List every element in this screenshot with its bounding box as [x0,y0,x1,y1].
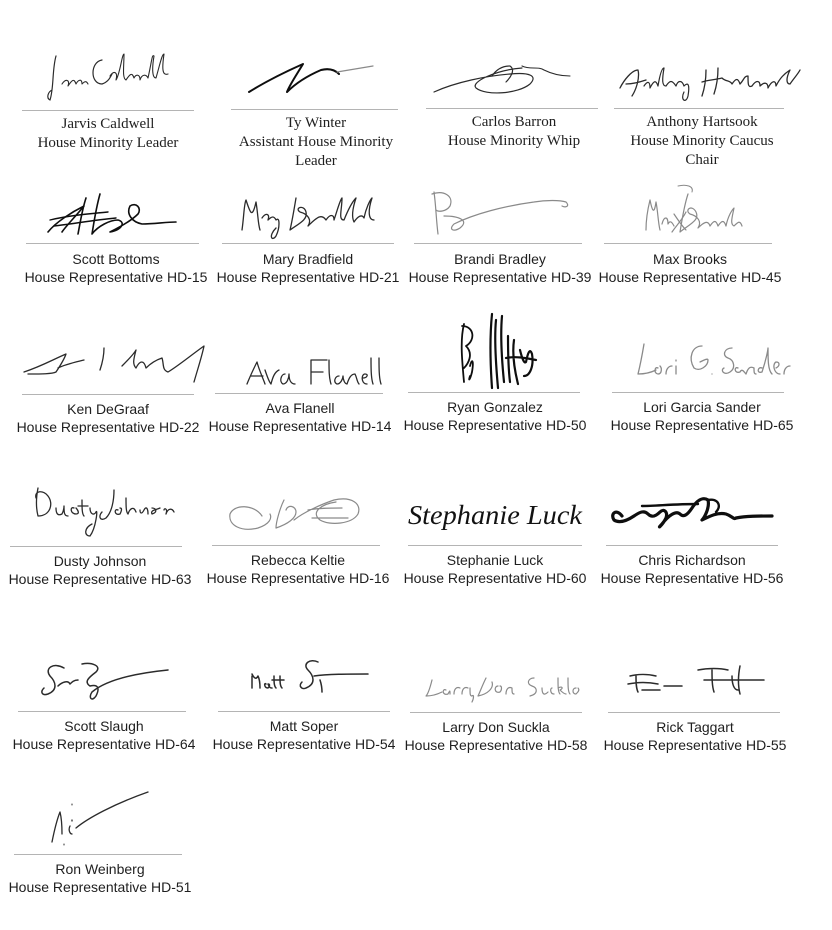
signer-name: Carlos Barron [471,114,557,130]
signature-mary-bradfield [222,180,394,244]
signer-title: House Representative HD-63 [8,571,192,587]
signer-name: Matt Soper [269,718,339,734]
signer-title: House Representative HD-16 [206,570,390,586]
signer-title: House Representative HD-14 [208,418,392,434]
signer-name: Rick Taggart [656,719,734,735]
signer-block-max-brooks [592,250,788,286]
handwritten-signature-image [408,310,580,392]
handwritten-signature-image [606,478,778,545]
signer-title: House Representative HD-55 [603,737,787,753]
signature-jarvis-caldwell [22,40,194,110]
signature-lori-garcia-sander [612,330,784,392]
handwritten-signature-image [410,646,582,712]
signer-block-ty-winter [231,114,401,171]
signature-line [14,854,182,855]
signature-scott-bottoms [26,180,199,244]
signer-block-lori-garcia-sander [602,398,802,434]
signature-larry-don-suckla [410,646,582,712]
signer-block-dusty-johnson [0,552,200,588]
signer-name: Dusty Johnson [53,553,147,569]
signature-ty-winter [231,40,398,110]
cursive-signature-text: Stephanie Luck [408,500,584,530]
signer-name: Chris Richardson [638,552,746,568]
signer-block-ryan-gonzalez [398,398,592,434]
signature-line [414,243,582,244]
signature-stephanie-luck [408,478,582,545]
signature-line [608,712,780,713]
signer-name: Ava Flanell [265,400,335,416]
handwritten-signature-image [231,40,398,110]
signature-line [22,110,194,111]
signer-title: Leader [295,153,337,169]
signature-max-brooks [604,180,772,244]
signer-title: House Minority Whip [447,133,581,149]
signer-name: Lori Garcia Sander [643,399,761,415]
signature-anthony-hartsook [614,40,800,109]
handwritten-signature-image [426,40,598,109]
signer-block-stephanie-luck [398,551,592,587]
handwritten-signature-image [408,478,582,545]
signer-name: Max Brooks [653,251,727,267]
signer-title: House Minority Leader [37,135,179,151]
signer-name: Ryan Gonzalez [447,399,543,415]
handwritten-signature-image [215,330,383,393]
signer-block-chris-richardson [592,551,792,587]
handwritten-signature-image [608,646,780,712]
signer-title: House Representative HD-54 [212,736,396,752]
handwritten-signature-image [604,180,772,244]
handwritten-signature-image [22,330,194,394]
signer-name: Mary Bradfield [262,251,354,267]
signer-title: House Representative HD-64 [12,736,196,752]
signer-block-brandi-bradley [402,250,598,286]
signature-line [408,392,580,393]
signer-block-carlos-barron [426,113,602,151]
signer-title: House Representative HD-21 [216,269,400,285]
signer-title: Assistant House Minority [238,134,394,150]
signer-name: Ty Winter [285,115,347,131]
signer-block-scott-slaugh [4,717,204,753]
handwritten-signature-image [18,646,186,711]
handwritten-signature-image [414,180,582,244]
signature-brandi-bradley [414,180,582,244]
signer-name: Larry Don Suckla [442,719,550,735]
signature-chris-richardson [606,478,778,545]
signature-line [612,392,784,393]
signature-carlos-barron [426,40,598,109]
handwritten-signature-image [10,478,182,546]
signer-title: Chair [685,152,719,168]
signer-title: House Minority Caucus [630,133,774,149]
signature-line [231,109,398,110]
signature-rebecca-keltie [212,478,380,545]
signer-title: House Representative HD-39 [408,269,592,285]
handwritten-signature-image [612,330,784,392]
signer-block-ken-degraaf [8,400,208,436]
signer-block-rebecca-keltie [200,551,396,587]
handwritten-signature-image [222,180,394,244]
signer-block-mary-bradfield [208,250,408,286]
signature-matt-soper [218,646,390,711]
signer-name: Scott Bottoms [72,251,160,267]
handwritten-signature-image [614,40,800,109]
signature-line [215,393,383,394]
signature-ron-weinberg [14,784,182,854]
signer-title: House Representative HD-45 [598,269,782,285]
signature-line [26,243,199,244]
signer-title: House Representative HD-50 [403,417,587,433]
signature-line [212,545,380,546]
signer-block-ron-weinberg [0,860,200,896]
signer-title: House Representative HD-65 [610,417,794,433]
signature-ava-flanell [215,330,383,393]
signature-line [426,108,598,109]
signer-title: House Representative HD-51 [8,879,192,895]
signer-name: Brandi Bradley [454,251,546,267]
signer-name: Jarvis Caldwell [61,116,155,132]
signer-name: Scott Slaugh [64,718,144,734]
signature-line [604,243,772,244]
signature-line [408,545,582,546]
handwritten-signature-image [14,784,182,854]
signer-block-ava-flanell [200,399,400,435]
signature-line [222,243,394,244]
signer-name: Ken DeGraaf [67,401,149,417]
signature-line [410,712,582,713]
signer-block-larry-don-suckla [398,718,594,754]
signature-line [18,711,186,712]
signer-title: House Representative HD-56 [600,570,784,586]
signer-block-jarvis-caldwell [22,115,194,153]
signer-name: Rebecca Keltie [250,552,346,568]
signature-line [22,394,194,395]
signer-block-scott-bottoms [16,250,216,286]
signer-title: House Representative HD-22 [16,419,200,435]
handwritten-signature-image [218,646,390,711]
signature-line [614,108,784,109]
signer-block-matt-soper [204,717,404,753]
signer-title: House Representative HD-15 [24,269,208,285]
signature-scott-slaugh [18,646,186,711]
signer-name: Ron Weinberg [55,861,145,877]
signature-line [218,711,390,712]
signer-block-anthony-hartsook [614,113,790,170]
signer-name: Anthony Hartsook [646,114,758,130]
signature-ryan-gonzalez [408,310,580,392]
signer-block-rick-taggart [596,718,794,754]
handwritten-signature-image [22,40,194,110]
signature-line [10,546,182,547]
handwritten-signature-image [212,478,380,545]
signer-name: Stephanie Luck [446,552,544,568]
signer-title: House Representative HD-58 [404,737,588,753]
signature-ken-degraaf [22,330,194,394]
signature-rick-taggart [608,646,780,712]
signer-title: House Representative HD-60 [403,570,587,586]
signature-line [606,545,778,546]
handwritten-signature-image [26,180,199,244]
signature-dusty-johnson [10,478,182,546]
